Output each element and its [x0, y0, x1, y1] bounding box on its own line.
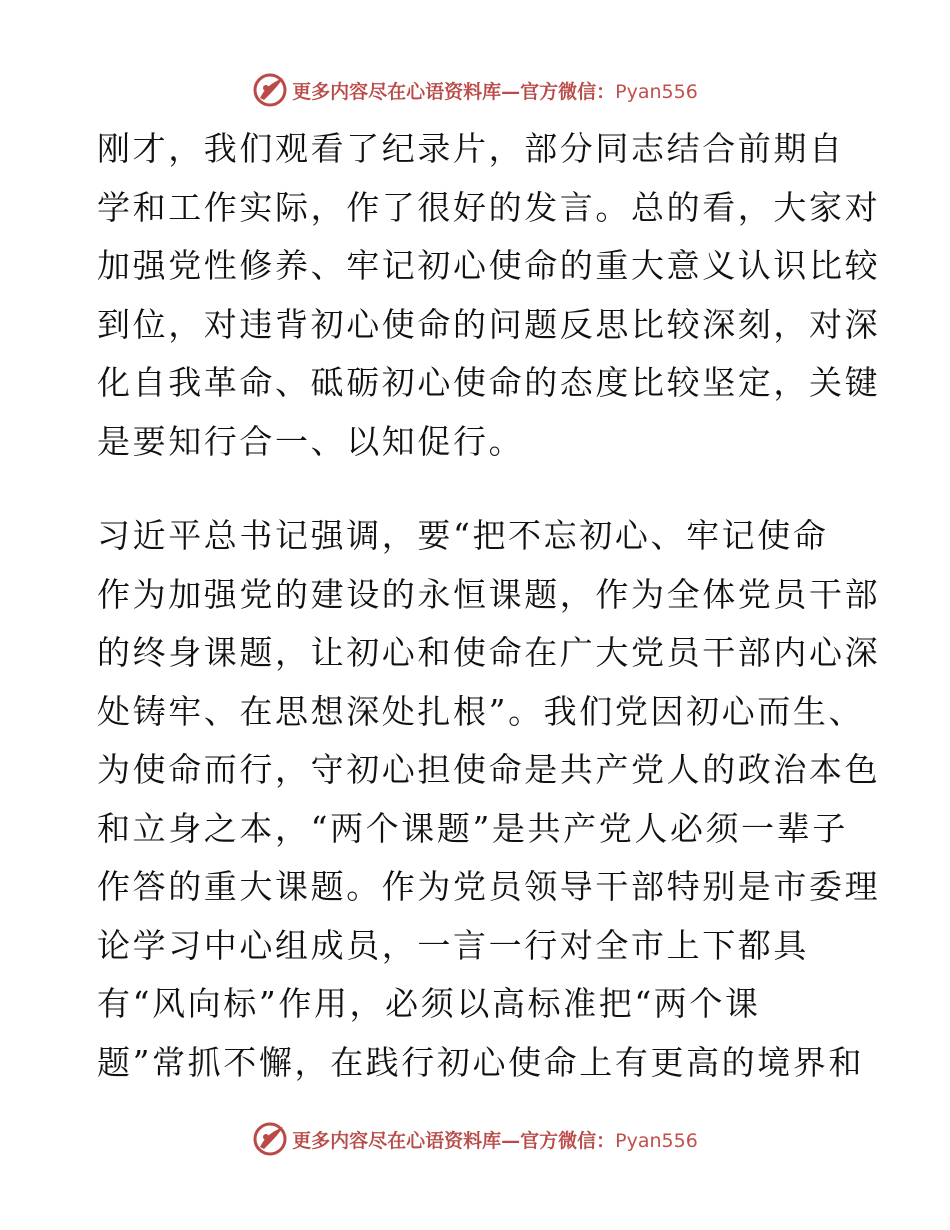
- text-line: 是要知行合一、以知促行。: [97, 421, 525, 461]
- watermark-text: 更多内容尽在心语资料库—官方微信：Pyan556: [292, 1129, 698, 1152]
- text-line: 习近平总书记强调，要“把不忘初心、牢记使命: [97, 516, 829, 555]
- text-line: 到位，对违背初心使命的问题反思比较深刻，对深: [97, 304, 881, 344]
- text-line: 作答的重大课题。作为党员领导干部特别是市委理: [97, 867, 881, 906]
- text-line: 论学习中心组成员，一言一行对全市上下都具: [97, 925, 809, 965]
- paragraph-2: [97, 507, 881, 1092]
- text-line: 为使命而行，守初心担使命是共产党人的政治本色: [97, 750, 881, 789]
- watermark-text: 更多内容尽在心语资料库—官方微信：Pyan556: [292, 80, 698, 103]
- watermark-wechat-id: Pyan556: [615, 80, 698, 103]
- text-line: 处铸牢、在思想深处扎根”。我们党因初心而生、: [97, 691, 865, 731]
- text-line: 有“风向标”作用，必须以高标准把“两个课: [97, 984, 761, 1023]
- text-line: 加强党性修养、牢记初心使命的重大意义认识比较: [97, 246, 881, 285]
- document-body: [97, 120, 881, 1092]
- text-line: 和立身之本，“两个课题”是共产党人必须一辈子: [97, 808, 848, 848]
- text-line: 化自我革命、砥砺初心使命的态度比较坚定，关键: [97, 363, 881, 402]
- brand-logo-icon: [252, 72, 288, 108]
- text-line: 刚才，我们观看了纪录片，部分同志结合前期自: [97, 129, 845, 168]
- text-line: 作为加强党的建设的永恒课题，作为全体党员干部: [97, 574, 881, 614]
- paragraph-1: [97, 120, 881, 471]
- text-line: 学和工作实际，作了很好的发言。总的看，大家对: [97, 187, 881, 227]
- text-line: 的终身课题，让初心和使命在广大党员干部内心深: [97, 633, 881, 672]
- text-line: 题”常抓不懈，在践行初心使命上有更高的境界和: [97, 1042, 865, 1082]
- footer-watermark: [0, 1119, 950, 1159]
- watermark-wechat-id: Pyan556: [615, 1129, 698, 1152]
- header-watermark: [0, 70, 950, 110]
- brand-logo-icon: [252, 1121, 288, 1157]
